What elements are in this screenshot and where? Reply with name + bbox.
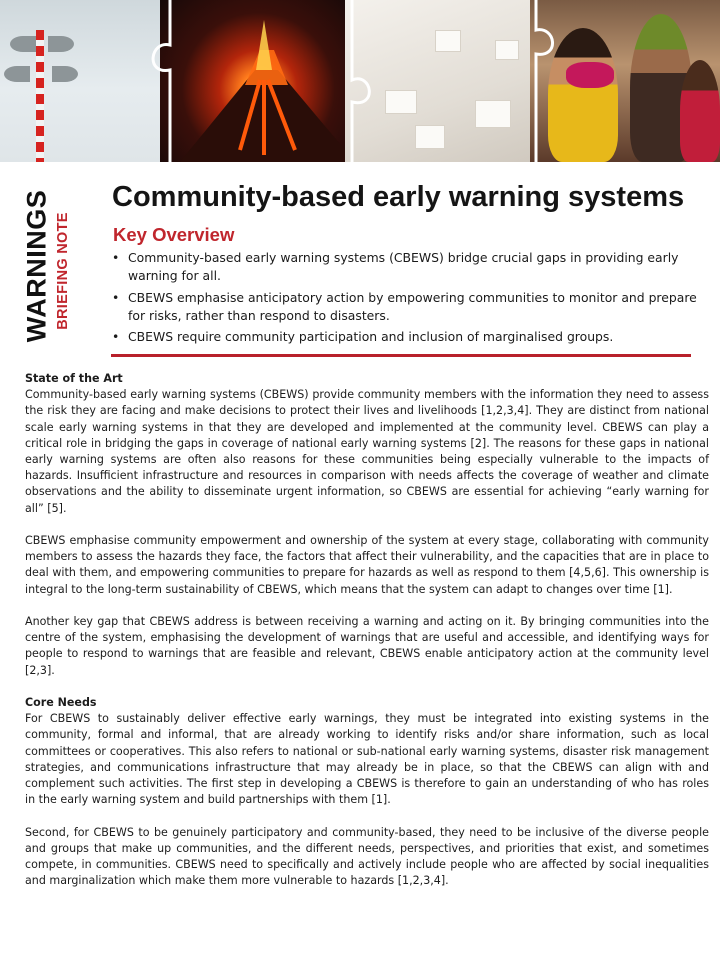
bullet-icon: • [112, 250, 120, 265]
briefing-note-label-text: BRIEFING NOTE [55, 212, 71, 330]
header-photo-banner [0, 0, 720, 162]
key-overview-item [111, 289, 701, 326]
body-paragraph: Community-based early warning systems (CBEWS) provide community members with the information they need to assess the risk they are facing and make decisions to protect their lives and livelihoods [1,2,3,4]. They are distinct from national scale early warning systems in that they are developed and implemented at the community level. CBEWS can play a critical role in bridging the gaps in coverage of national early warning systems [2]. The reasons for these gaps in national early warning systems are often also reasons for these communities being especially vulnerable to the impacts of hazards. Insufficient infrastructure and resources in comparison with needs affects the coverage of weather and climate observations and the ability to disseminate urgent information, so CBEWS are essential for achieving “early warning for all” [5]. [25, 388, 709, 515]
puzzle-seams [0, 0, 720, 162]
warnings-label-text: WARNINGS [21, 189, 52, 343]
key-overview-item [111, 328, 701, 346]
bullet-icon: • [112, 329, 120, 345]
body-paragraph: Another key gap that CBEWS address is between receiving a warning and acting on it. By bringing communities into the centre of the system, emphasising the development of warnings that are useful and accessible, and identifying ways for people to respond to warnings that are feasible and relevant, CBEWS enable anticipatory action at the community level [2,3]. [25, 615, 709, 677]
briefing-note-side-label [52, 198, 74, 344]
warnings-side-label [22, 188, 52, 344]
red-divider-rule [111, 354, 691, 357]
body-paragraph: CBEWS emphasise community empowerment and ownership of the system at every stage, collaborating with community members to assess the hazards they face, the factors that affect their vulnerability, and the capacities that are in place to deal with them, and empowering communities to prepare for hazards as well as respond to them [4,5,6]. This ownership is integral to the long-term sustainability of CBEWS, which means that the system can adapt to changes over time [1]. [25, 534, 709, 596]
document-title: Community-based early warning systems [112, 181, 685, 213]
key-overview-item-text: Community-based early warning systems (CBEWS) bridge crucial gaps in providing early warning for all. [128, 250, 679, 284]
section-heading-core-needs: Core Needs [25, 696, 97, 710]
body-paragraph: Second, for CBEWS to be genuinely participatory and community-based, they need to be inclusive of the diverse people and groups that make up communities, and the different needs, perspectives, and priorities that exist, and sometimes compete, in communities. CBEWS need to specifically and actively include people who are affected by social inequalities and marginalization which make them more vulnerable to hazards [1,2,3,4]. [25, 825, 709, 888]
section-heading-state-of-the-art: State of the Art [25, 372, 123, 385]
body-content [25, 371, 709, 906]
key-overview-heading: Key Overview [113, 224, 235, 245]
bullet-icon: • [112, 289, 120, 305]
body-paragraph: For CBEWS to sustainably deliver effective early warnings, they must be integrated into existing systems in the community, formal and informal, that are already working to identify risks and/or share information, such as local committees or cooperatives. This also refers to national or sub-national early warning systems, disaster risk management strategies, and communications infrastructure that may already be in place, so that the CBEWS can align with and complement such activities. The first step in developing a CBEWS is therefore to gain an understanding of who has roles in the early warning system and build partnerships with them [1]. [25, 712, 709, 807]
key-overview-item-text: CBEWS emphasise anticipatory action by empowering communities to monitor and prepare for risks, rather than respond to disasters. [128, 289, 697, 323]
key-overview-list [111, 249, 701, 349]
key-overview-item-text: CBEWS require community participation and inclusion of marginalised groups. [128, 329, 614, 345]
key-overview-item [111, 249, 701, 286]
